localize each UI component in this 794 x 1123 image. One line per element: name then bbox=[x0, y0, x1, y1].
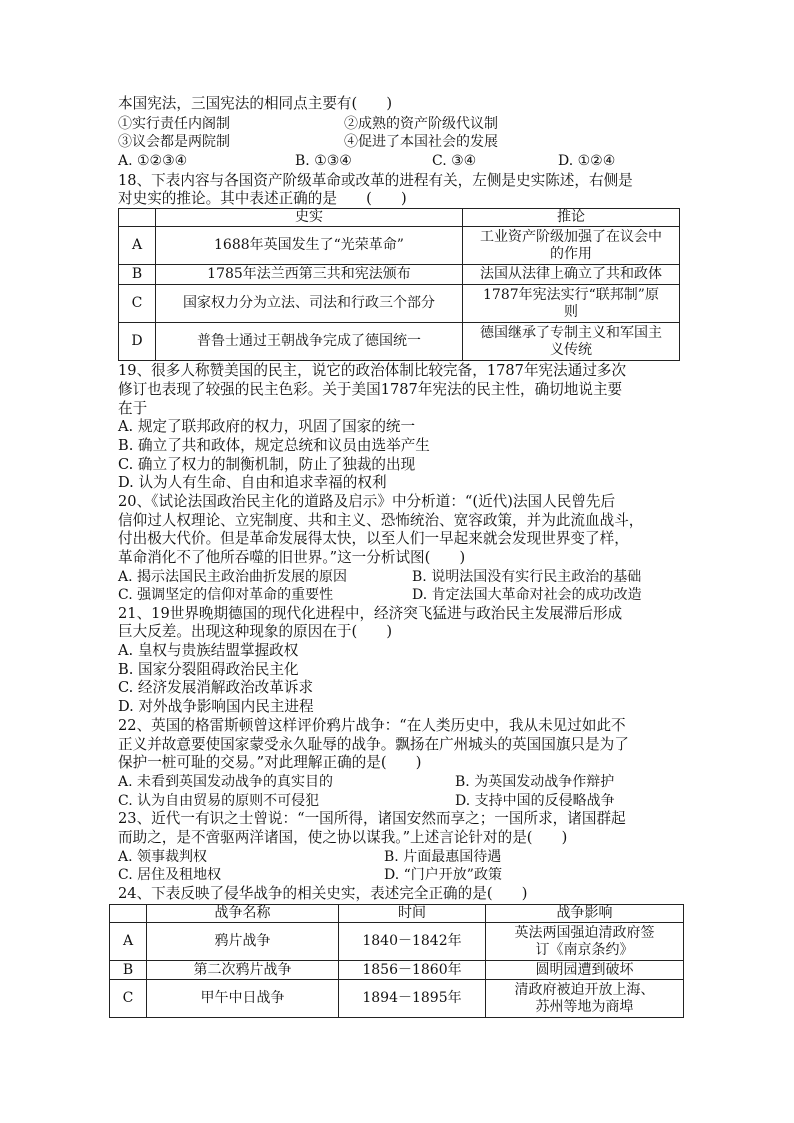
cell-line: 清政府被迫开放上海、 bbox=[514, 981, 655, 998]
option-b: B. 国家分裂阻碍政治民主化 bbox=[118, 661, 299, 678]
row-key: A bbox=[119, 227, 156, 265]
cell-line: 的作用 bbox=[550, 245, 592, 262]
statement-item: ③议会都是两院制 bbox=[118, 134, 230, 150]
question-23-stem: 而助之，是不啻驱两洋诸国，使之协以谋我。”上述言论针对的是( ) bbox=[118, 829, 568, 846]
inference-cell bbox=[463, 227, 680, 265]
option-d: D. 支持中国的反侵略战争 bbox=[455, 793, 615, 809]
option-a: A. 揭示法国民主政治曲折发展的原因 bbox=[118, 569, 348, 585]
row-key: A bbox=[110, 923, 147, 961]
question-20-stem: 付出极大代价。但是革命发展得太快，以至人们一早起来就会发现世界变了样， bbox=[118, 530, 629, 547]
question-24-stem: 24、下表反映了侵华战争的相关史实，表述完全正确的是( ) bbox=[118, 885, 528, 902]
fact-cell: 国家权力分为立法、司法和行政三个部分 bbox=[156, 285, 463, 323]
row-key: C bbox=[119, 285, 156, 323]
question-21-stem: 巨大反差。出现这种现象的原因在于( ) bbox=[118, 623, 393, 640]
table-row bbox=[110, 980, 684, 1018]
option-b: B. 确立了共和政体，规定总统和议员由选举产生 bbox=[118, 437, 430, 454]
war-cell: 第二次鸦片战争 bbox=[147, 961, 339, 980]
cell-line: 则 bbox=[564, 303, 578, 320]
statement-item: ④促进了本国社会的发展 bbox=[344, 134, 498, 150]
option-a: A. 未看到英国发动战争的真实目的 bbox=[118, 774, 334, 790]
inference-cell bbox=[463, 323, 680, 361]
question-19-stem: 在于 bbox=[118, 400, 148, 417]
table-row bbox=[110, 961, 684, 980]
table-header-cell: 推论 bbox=[463, 209, 680, 227]
table-header-cell bbox=[119, 209, 156, 227]
option-b: B. 说明法国没有实行民主政治的基础 bbox=[412, 569, 642, 585]
option-a: A. 皇权与贵族结盟掌握政权 bbox=[118, 642, 299, 659]
option-d: D. 对外战争影响国内民主进程 bbox=[118, 698, 314, 715]
statement-item: ①实行责任内阁制 bbox=[118, 116, 230, 132]
inference-cell bbox=[463, 265, 680, 285]
table-header-cell: 战争名称 bbox=[147, 905, 339, 923]
table-row bbox=[119, 265, 680, 285]
impact-cell bbox=[486, 980, 684, 1018]
time-cell: 1856－1860年 bbox=[339, 961, 486, 980]
row-key: C bbox=[110, 980, 147, 1018]
option-b: B. 为英国发动战争作辩护 bbox=[455, 774, 615, 790]
row-key: B bbox=[119, 265, 156, 285]
option-c: C. 确立了权力的制衡机制，防止了独裁的出现 bbox=[118, 456, 416, 473]
option-a: A. 规定了联邦政府的权力，巩固了国家的统一 bbox=[118, 418, 416, 435]
war-cell: 鸦片战争 bbox=[147, 923, 339, 961]
fact-cell: 1785年法兰西第三共和宪法颁布 bbox=[156, 265, 463, 285]
question-20-stem: 20、《试论法国政治民主化的道路及启示》中分析道：“(近代)法国人民曾先后 bbox=[118, 493, 616, 510]
option-c: C. 居住及租地权 bbox=[118, 867, 222, 883]
cell-line: 圆明园遭到破坏 bbox=[535, 961, 634, 978]
table-header-cell: 战争影响 bbox=[486, 905, 684, 923]
table-q18 bbox=[118, 208, 680, 361]
cell-line: 法国从法律上确立了共和政体 bbox=[480, 266, 662, 282]
question-22-stem: 22、英国的格雷斯顿曾这样评价鸦片战争：“在人类历史中，我从未见过如此不 bbox=[118, 717, 626, 734]
question-19-stem: 修订也表现了较强的民主色彩。关于美国1787年宪法的民主性，确切地说主要 bbox=[118, 381, 623, 398]
question-23-stem: 23、近代一有识之士曾说：“一国所得，诸国安然而享之；一国所求，诸国群起 bbox=[118, 810, 626, 827]
inference-cell bbox=[463, 285, 680, 323]
option-d: D. ①②④ bbox=[558, 153, 616, 169]
option-a: A. ①②③④ bbox=[118, 153, 188, 169]
cell-line: 工业资产阶级加强了在议会中 bbox=[480, 228, 662, 245]
option-b: B. ①③④ bbox=[295, 153, 352, 169]
question-22-stem: 正义并故意要使国家蒙受永久耻辱的战争。飘扬在广州城头的英国国旗只是为了 bbox=[118, 736, 629, 753]
impact-cell bbox=[486, 923, 684, 961]
option-c: C. 认为自由贸易的原则不可侵犯 bbox=[118, 793, 320, 809]
fact-cell: 普鲁士通过王朝战争完成了德国统一 bbox=[156, 323, 463, 361]
fact-cell: 1688年英国发生了“光荣革命” bbox=[156, 227, 463, 265]
table-header-cell: 时间 bbox=[339, 905, 486, 923]
cell-line: 苏州等地为商埠 bbox=[535, 998, 634, 1015]
row-key: D bbox=[119, 323, 156, 361]
row-key: B bbox=[110, 961, 147, 980]
question-stem: 本国宪法，三国宪法的相同点主要有( ) bbox=[118, 95, 393, 112]
option-d: D. 肯定法国大革命对社会的成功改造 bbox=[412, 587, 642, 603]
option-c: C. ③④ bbox=[432, 153, 477, 169]
time-cell: 1894－1895年 bbox=[339, 980, 486, 1018]
war-cell: 甲午中日战争 bbox=[147, 980, 339, 1018]
table-q24 bbox=[109, 904, 684, 1018]
option-d: D. “门户开放”政策 bbox=[384, 867, 502, 883]
option-d: D. 认为人有生命、自由和追求幸福的权利 bbox=[118, 474, 387, 491]
table-header-cell: 史实 bbox=[156, 209, 463, 227]
question-20-stem: 革命消化不了他所吞噬的旧世界。”这一分析试图( ) bbox=[118, 549, 466, 566]
statement-item: ②成熟的资产阶级代议制 bbox=[344, 116, 498, 132]
cell-line: 1787年宪法实行“联邦制”原 bbox=[483, 286, 659, 303]
option-c: C. 经济发展消解政治改革诉求 bbox=[118, 679, 314, 696]
table-header-row bbox=[110, 905, 684, 923]
question-21-stem: 21、19世界晚期德国的现代化进程中，经济突飞猛进与政治民主发展滞后形成 bbox=[118, 605, 623, 622]
table-header-cell bbox=[110, 905, 147, 923]
time-cell: 1840－1842年 bbox=[339, 923, 486, 961]
question-20-stem: 信仰过人权理论、立宪制度、共和主义、恐怖统治、宽容政策，并为此流血战斗， bbox=[118, 512, 644, 529]
table-row bbox=[119, 285, 680, 323]
table-header-row bbox=[119, 209, 680, 227]
table-row bbox=[119, 227, 680, 265]
question-19-stem: 19、很多人称赞美国的民主，说它的政治体制比较完备，1787年宪法通过多次 bbox=[118, 362, 627, 379]
option-c: C. 强调坚定的信仰对革命的重要性 bbox=[118, 587, 334, 603]
table-row bbox=[119, 323, 680, 361]
table-row bbox=[110, 923, 684, 961]
question-18-stem: 18、下表内容与各国资产阶级革命或改革的进程有关，左侧是史实陈述，右侧是 bbox=[118, 172, 633, 189]
impact-cell bbox=[486, 961, 684, 980]
option-a: A. 领事裁判权 bbox=[118, 849, 208, 865]
cell-line: 德国继承了专制主义和军国主 bbox=[480, 324, 662, 341]
cell-line: 订《南京条约》 bbox=[535, 941, 634, 958]
cell-line: 英法两国强迫清政府签 bbox=[514, 924, 655, 941]
cell-line: 义传统 bbox=[550, 341, 592, 358]
option-b: B. 片面最惠国待遇 bbox=[384, 849, 502, 865]
question-18-stem: 对史实的推论。其中表述正确的是 ( ) bbox=[118, 190, 407, 207]
question-22-stem: 保护一桩可耻的交易。”对此理解正确的是( ) bbox=[118, 754, 422, 771]
